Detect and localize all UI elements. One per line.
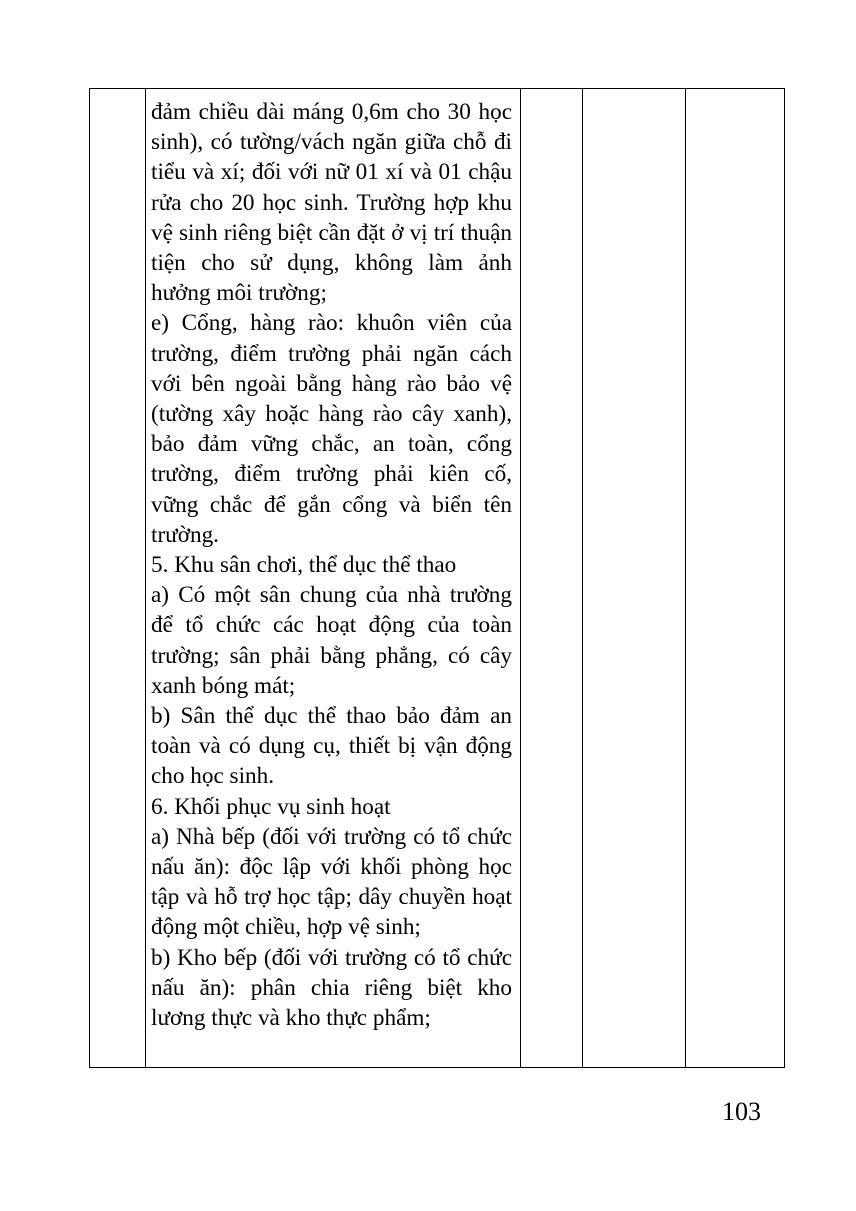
paragraph-gate-fence: e) Cổng, hàng rào: khuôn viên của trường, điểm trường phải ngăn cách với bên ngoài bằng hàng rào bảo vệ (tường xây hoặc hàng rào cây xanh), bảo đảm vững chắc, an toàn, cổng trường, điểm trường phải kiên cố, vững chắc để gắn cổng và biển tên trường. (151, 310, 512, 548)
cell-stt (90, 89, 146, 1068)
paragraph-common-yard: a) Có một sân chung của nhà trường để tổ chức các hoạt động của toàn trường; sân phải bằng phẳng, có cây xanh bóng mát; (151, 582, 512, 699)
table-row (90, 89, 785, 1068)
section-heading-playground: 5. Khu sân chơi, thể dục thể thao (151, 552, 457, 579)
cell-column-3 (521, 89, 583, 1068)
paragraph-sports-yard: b) Sân thể dục thể thao bảo đảm an toàn và có dụng cụ, thiết bị vận động cho học sinh. (151, 703, 512, 790)
cell-content (146, 89, 521, 1068)
paragraph-toilet-requirements: đảm chiều dài máng 0,6m cho 30 học sinh), có tường/vách ngăn giữa chỗ đi tiểu và xí; đối với nữ 01 xí và 01 chậu rửa cho 20 học sinh. Trường hợp khu vệ sinh riêng biệt cần đặt ở vị trí thuận tiện cho sử dụng, không làm ảnh hưởng môi trường; (151, 99, 512, 307)
cell-column-4 (583, 89, 686, 1068)
content-text (146, 89, 520, 1033)
paragraph-kitchen-storage: b) Kho bếp (đối với trường có tổ chức nấu ăn): phân chia riêng biệt kho lương thực và kho thực phẩm; (151, 944, 512, 1032)
document-table (89, 88, 785, 1068)
cell-column-5 (686, 89, 785, 1068)
section-heading-living-services: 6. Khối phục vụ sinh hoạt (151, 793, 391, 820)
paragraph-kitchen: a) Nhà bếp (đối với trường có tổ chức nấu ăn): độc lập với khối phòng học tập và hỗ trợ học tập; dây chuyền hoạt động một chiều, hợp vệ sinh; (151, 823, 512, 941)
page-number: 103 (722, 1097, 761, 1126)
